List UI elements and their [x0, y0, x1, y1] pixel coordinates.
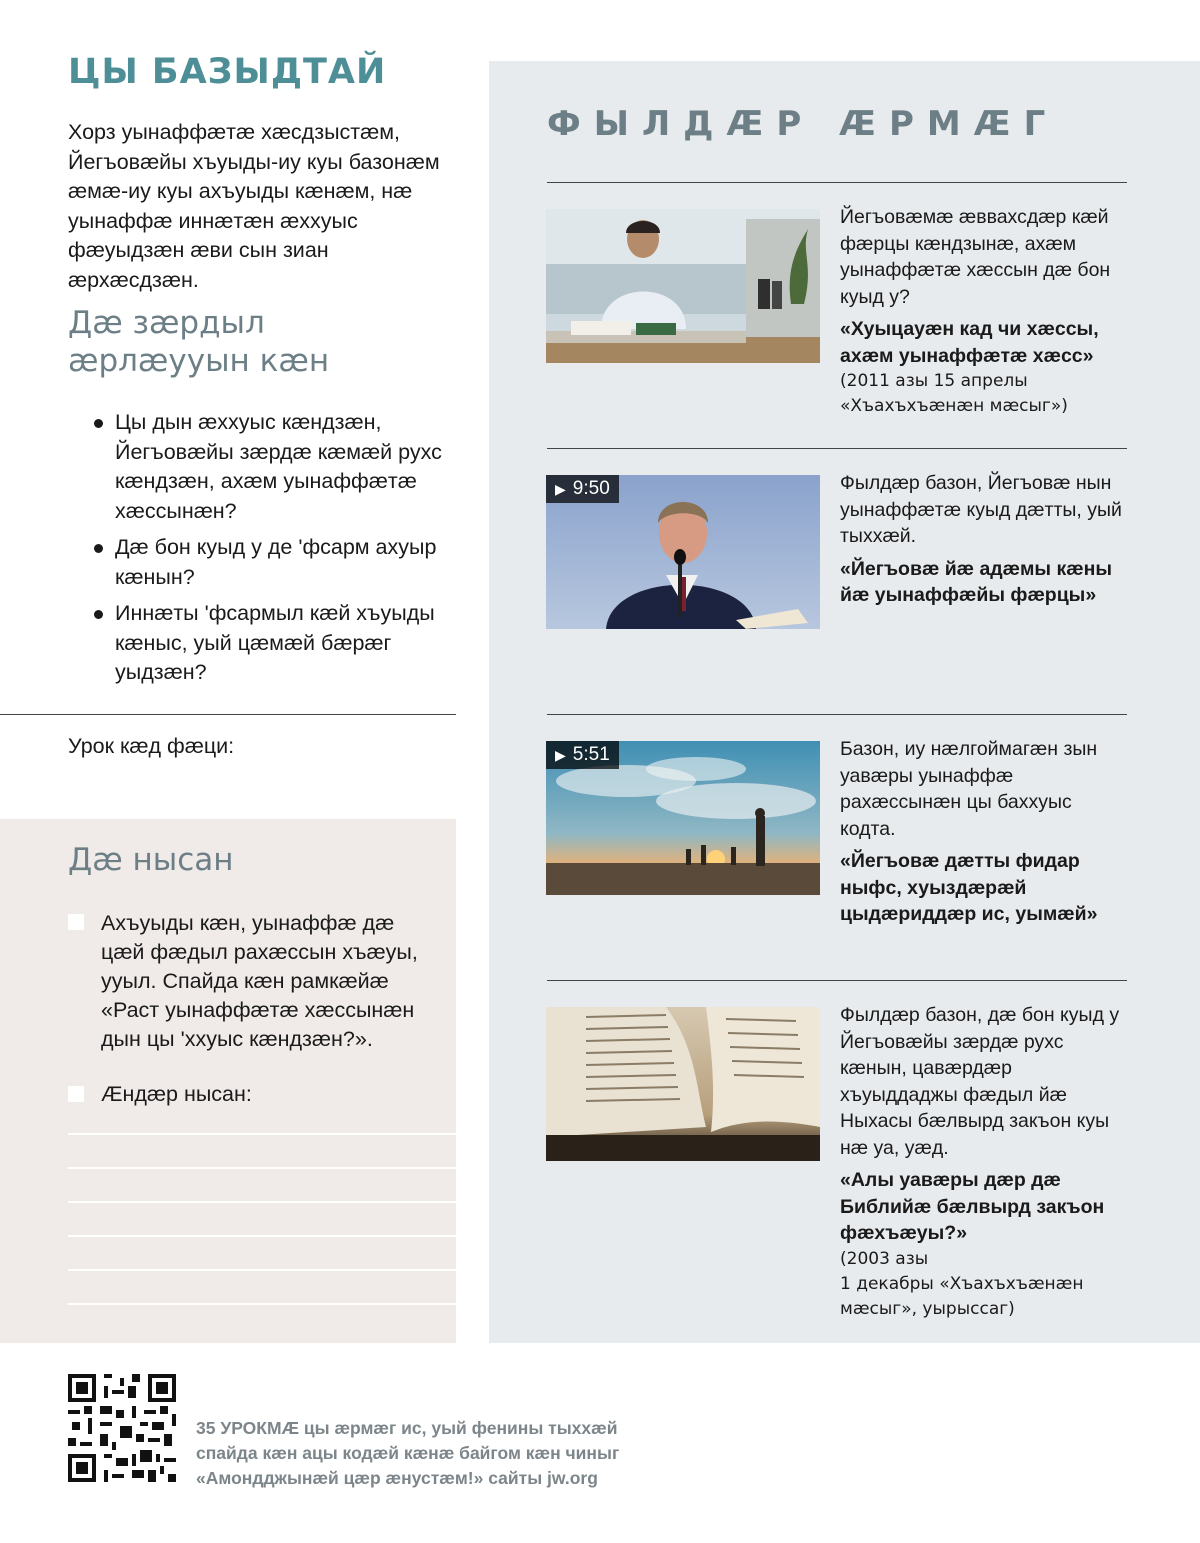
footer-line: спайда кæн ацы кодæй кæнæ байгом кæн чиныг: [196, 1443, 620, 1463]
divider: [547, 448, 1127, 449]
explore-item-source: (2003 азы: [840, 1248, 929, 1269]
video-duration-badge: ▶ 5:51: [546, 741, 619, 769]
article-thumbnail-1[interactable]: [546, 209, 820, 363]
goal-writing-line[interactable]: [68, 1269, 456, 1271]
goal-text-1: Ахъуыды кæн, уынаффæ дæ цæй фæдыл рахæссын хъæуы, ууыл. Спайда кæн рамкæйæ «Раст уынаффæтæ хæссынæн дын цы 'ххуыс кæндзæн?».: [101, 911, 418, 1051]
explore-item-1: [840, 204, 1130, 419]
video-thumbnail-3[interactable]: [546, 741, 820, 895]
goal-checkbox-2[interactable]: [68, 1086, 84, 1102]
explore-item-4: [840, 1002, 1130, 1322]
explore-item-3: [840, 736, 1130, 928]
play-icon: ▶: [555, 481, 566, 497]
review-item: Иннæты 'фсармыл кæй хъуыды кæныс, уый цæмæй бæрæг уыдзæн?: [92, 599, 452, 688]
goal-writing-line[interactable]: [68, 1201, 456, 1203]
goal-writing-line[interactable]: [68, 1133, 456, 1135]
summary-text: Хорз уынаффæтæ хæсдзыстæм, Йегъовæйы хъуыды-иу куы базонæм æмæ-иу куы ахъуыды кæнæм, нæ уынаффæ иннæтæн æххуыс фæуыдзæн æви сын зиан æрхæсдзæн.: [68, 120, 440, 292]
article-thumbnail-4[interactable]: [546, 1007, 820, 1161]
explore-item-link[interactable]: «Йегъовæ йæ адæмы кæны йæ уынаффæйы фæрцы»: [840, 557, 1113, 606]
review-heading: Дæ зæрдыл æрлæууын кæн: [68, 305, 330, 379]
explore-item-description: Фылдæр базон, дæ бон куыд у Йегъовæйы зæрдæ рухс кæнын, цавæрдæр хъуыддаджы фæдыл йæ Ныхасы бæлвырд закъон куы нæ уа, уæд.: [840, 1004, 1120, 1159]
footer-text: [196, 1416, 676, 1491]
footer-line: 35 УРОКМÆ цы æрмæг ис, уый фенины тыххæй: [196, 1418, 618, 1438]
open-bible-image: [546, 1007, 820, 1161]
review-list: [92, 408, 452, 695]
review-item: Дæ бон куыд у де 'фсарм ахуыр кæнын?: [92, 533, 452, 592]
explore-item-source: «Хъахъхъæнæн мæсыг»): [840, 396, 1068, 416]
explore-item-link[interactable]: «Алы уавæры дæр дæ Библийæ бæлвырд закъон фæхъæуы?»: [840, 1169, 1105, 1244]
explore-item-description: Фылдæр базон, Йегъовæ нын уынаффæтæ куыд дæтты, уый тыххæй.: [840, 472, 1122, 547]
man-studying-image: [546, 209, 820, 363]
goal-checkbox-1[interactable]: [68, 914, 84, 930]
goal-writing-line[interactable]: [68, 1303, 456, 1305]
explore-item-source: мæсыг», уырыссаг): [840, 1298, 1015, 1319]
explore-item-link[interactable]: «Йегъовæ дæтты фидар ныфс, хуыздæрæй цыдæриддæр ис, уымæй»: [840, 850, 1098, 925]
goal-text-2: Æндæр нысан:: [101, 1082, 252, 1106]
divider: [547, 714, 1127, 715]
footer-line: «Амондджынæй цæр æнустæм!» сайты jw.org: [196, 1468, 598, 1488]
goals-heading: Дæ нысан: [68, 842, 234, 878]
video-thumbnail-2[interactable]: [546, 475, 820, 629]
summary-title: ЦЫ БАЗЫДТАЙ: [68, 52, 387, 92]
goal-writing-line[interactable]: [68, 1167, 456, 1169]
video-duration-badge: ▶ 9:50: [546, 475, 619, 503]
explore-item-description: Базон, иу нæлгоймагæн зын уавæры уынаффæ рахæссынæн цы баххуыс кодта.: [840, 738, 1098, 840]
lesson-date-label: Урок кæд фæци:: [68, 734, 235, 758]
explore-item-source: (2011 азы 15 апрелы: [840, 371, 1028, 391]
divider: [547, 182, 1127, 183]
divider: [547, 980, 1127, 981]
explore-item-link[interactable]: «Хуыцауæн кад чи хæссы, ахæм уынаффæтæ хæсс»: [840, 318, 1099, 367]
divider: [0, 714, 456, 715]
explore-item-source: 1 декабры «Хъахъхъæнæн: [840, 1273, 1084, 1294]
qr-code-icon[interactable]: [68, 1374, 176, 1482]
explore-item-description: Йегъовæмæ æввахсдæр кæй фæрцы кæндзынæ, ахæм уынаффæтæ хæссын дæ бон куыд у?: [840, 206, 1111, 308]
explore-heading: ФЫЛДÆР ÆРМÆГ: [547, 104, 1059, 144]
explore-item-2: [840, 470, 1130, 609]
goal-writing-line[interactable]: [68, 1235, 456, 1237]
review-item: Цы дын æххуыс кæндзæн, Йегъовæйы зæрдæ кæмæй рухс кæндзæн, ахæм уынаффæтæ хæссынæн?: [92, 408, 452, 526]
play-icon: ▶: [555, 747, 566, 763]
